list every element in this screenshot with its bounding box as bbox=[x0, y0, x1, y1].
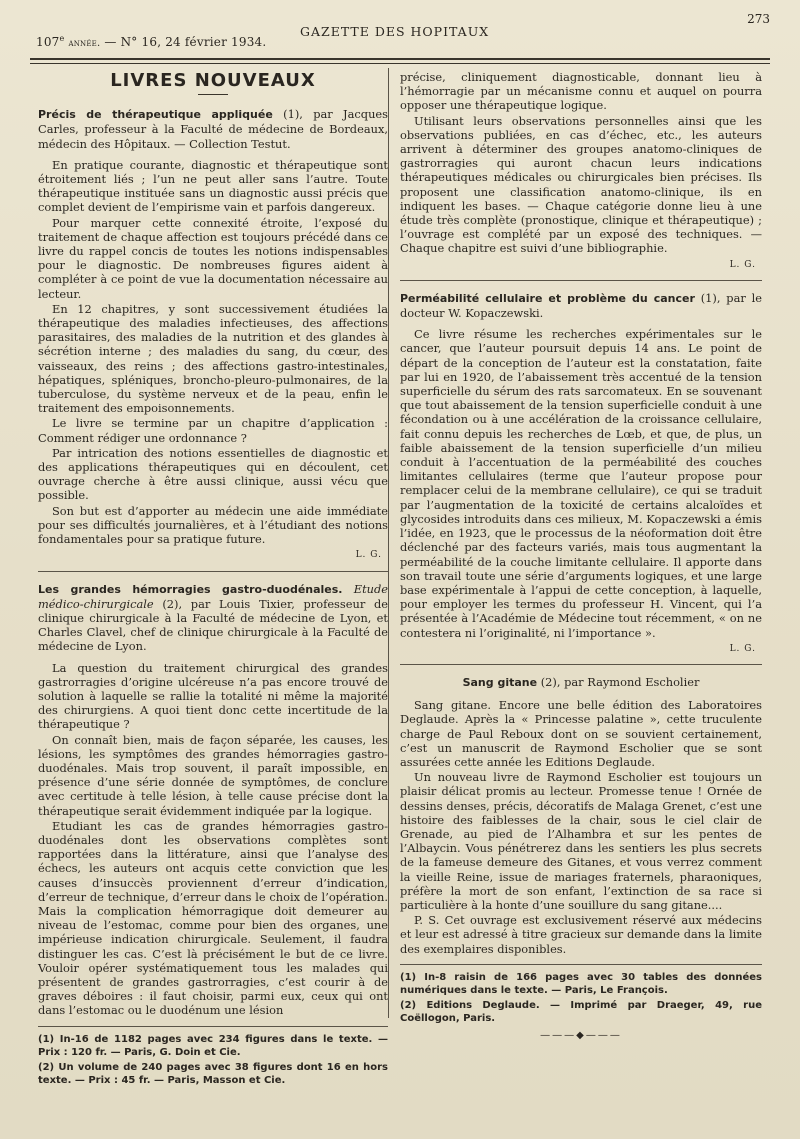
left-column bbox=[38, 70, 388, 1089]
review-1-title-rest: (1), par Jacques Carles, professeur à la Faculté de médecine de Bordeaux, médecin des Hôpitaux. — Collection Testut. bbox=[38, 107, 388, 151]
review-2-title-rest: (2), par Louis Tixier, professeur de clinique chirurgicale à la Faculté de médecine de Lyon, et Charles Clavel, chef de clinique chirurgicale à la Faculté de médecine de Lyon. bbox=[38, 596, 389, 654]
review-3-title-bold: Perméabilité cellulaire et problème du cancer bbox=[400, 291, 695, 305]
review-3-title-rest: (1), par le docteur W. Kopaczewski. bbox=[400, 290, 762, 321]
right-column bbox=[400, 70, 762, 1043]
section-title: LIVRES NOUVEAUX bbox=[110, 70, 316, 91]
header-rule-thin bbox=[30, 63, 770, 64]
review-2-title bbox=[38, 582, 388, 654]
review-1-paragraph: Pour marquer cette connexité étroite, l’exposé du traitement de chaque affection est toujours précédé dans ce livre du rappel concis de toutes les notions indispensables pour le diagnostic. De nombreuses figures aident à compléter à ce point de vue la documentation nécessaire au lecteur. bbox=[38, 215, 388, 301]
review-1-paragraph: Son but est d’apporter au médecin une aide immédiate pour ses difficultés journalières, et à l’étudiant des notions fondamentales pour sa pratique future. bbox=[38, 503, 388, 547]
journal-title: GAZETTE DES HOPITAUX bbox=[300, 24, 490, 39]
review-1-paragraph: Le livre se termine par un chapitre d’application : Comment rédiger une ordonnance ? bbox=[38, 416, 388, 445]
review-1-paragraph: En 12 chapitres, y sont successivement étudiées la thérapeutique des maladies infectieuses, des affections parasitaires, des maladies de la nutrition et des glandes à sécrétion interne ; des maladies du sang, du cœur, des vaisseaux, des reins ; des affections gastro-intestinales, hépatiques, spléniques, broncho-pleuro-pulmonaires, de la tuberculose, du système nerveux et de la peau, enfin le traitement des empoisonnements. bbox=[38, 301, 388, 416]
column-divider bbox=[388, 68, 389, 1018]
review-separator bbox=[400, 664, 762, 665]
review-2-continued: précise, cliniquement diagnosticable, donnant lieu à l’hémorragie par un mécanisme connu et auquel on pourra opposer une thérapeutique logique. bbox=[400, 70, 762, 113]
review-2-paragraph: Etudiant les cas de grandes hémorragies gastro-duodénales dont les observations complètes sont rapportées dans la littérature, ainsi que l’analyse des échecs, les auteurs ont acquis cette conviction que les causes d’insuccès proviennent d’erreur d’indication, d’erreur de technique, d’erreur dans le choix de l’opération. Mais la complication hémorragique doit demeurer au niveau de l’estomac, comme pour bien des organes, une impérieuse indication chirurgicale. Seulement, il faudra distinguer les cas. C’est là précisément le but de ce livre. Vouloir opérer systématiquement tous les malades qui présentent de grandes gastrorragies, c’est courir à de graves déboires : il faut choisir, parmi eux, ceux qui ont dans l’estomac ou le duodénum une lésion bbox=[38, 818, 388, 1018]
year-sup: e bbox=[59, 34, 65, 43]
review-4-paragraph: P. S. Cet ouvrage est exclusivement réservé aux médecins et leur est adressé à titre gracieux sur demande dans la limite des exemplaires disponibles. bbox=[400, 913, 762, 956]
review-3-paragraph: Ce livre résume les recherches expérimentales sur le cancer, que l’auteur poursuit depuis 14 ans. Le point de départ de la conception de l’auteur est la constatation, faite par lui en 1920, de l’abaissement très accentué de la tension superficielle du sérum des rats sarcomateux. En se souvenant que tout abaissement de la tension superficielle conduit à une fécondation ou à une accélération de la croissance cellulaire, fait connu depuis les recherches de Lœb, et que, de plus, un faible abaissement de la tension superficielle d’un milieu conduit à l’accentuation de la perméabilité des couches limitantes cellulaires (terme que l’auteur propose pour remplacer celui de la membrane cellulaire), ce qui se traduit par l’augmentation de la toxicité de certains alcaloïdes et glycosides introduits dans ces milieux, M. Kopaczewski a émis l’idée, en 1923, que le processus de la néoformation doit être déclenché par des facteurs variés, mais tous augmentant la perméabilité de la couche limitante cellulaire. Il apporte dans son travail toute une série d’arguments logiques, et une large base expérimentale à l’appui de cette conception, à laquelle, pour employer les termes du professeur H. Vincent, qui l’a présentée à l’Académie de Médecine tout récemment, « on ne contestera ni l’originalité, ni l’importance ». bbox=[400, 327, 762, 640]
review-1-title-bold: Précis de thérapeutique appliquée bbox=[38, 108, 273, 122]
issue-info bbox=[36, 34, 266, 49]
page-number: 273 bbox=[747, 12, 770, 26]
review-1-paragraph: En pratique courante, diagnostic et thérapeutique sont étroitement liés ; l’un ne peut aller sans l’autre. Toute thérapeutique instituée sans un diagnostic aussi précis que complet devient de l’empirisme vain et parfois dangereux. bbox=[38, 157, 388, 215]
review-1-signature: L. G. bbox=[355, 550, 382, 561]
end-ornament: ———◆——— bbox=[540, 1029, 622, 1041]
footnote-rule bbox=[38, 1026, 388, 1027]
page-header bbox=[30, 12, 770, 56]
footnote: (2) Un volume de 240 pages avec 38 figures dont 16 en hors texte. — Prix : 45 fr. — Paris, Masson et Cie. bbox=[38, 1061, 388, 1086]
review-4-paragraph: Un nouveau livre de Raymond Escholier est toujours un plaisir délicat promis au lecteur. Promesse tenue ! Ornée de dessins denses, précis, décoratifs de Malaga Grenet, c’est une histoire des faiblesses de la chair, sous le ciel clair de Grenade, au pied de l’Alhambra et sur les pentes de l’Albaycin. Vous pénétrerez dans les sentiers les plus secrets de la fameuse demeure des Gitanes, et vous verrez comment la vieille Reine, issue de mariages fraternels, pharaoniques, préfère la mort de son enfant, l’extinction de sa race si particulière à la honte d’une souillure du sang gitane.... bbox=[400, 770, 762, 912]
right-footnotes bbox=[400, 971, 762, 1025]
review-1-paragraph: Par intrication des notions essentielles de diagnostic et des applications thérapeutiques qui en découlent, cet ouvrage cherche à être aussi clinique, aussi vécu que possible. bbox=[38, 445, 388, 503]
review-4-title-bold: Sang gitane bbox=[462, 675, 538, 689]
review-separator bbox=[38, 571, 388, 572]
annee-label: année. bbox=[68, 38, 101, 49]
footnote-rule bbox=[400, 964, 762, 965]
year-number: 107 bbox=[36, 35, 60, 49]
footnote: (2) Editions Deglaude. — Imprimé par Draeger, 49, rue Coëllogon, Paris. bbox=[400, 999, 762, 1024]
review-4-title bbox=[400, 675, 762, 690]
review-1-title bbox=[38, 107, 388, 151]
review-2-title-italic: Etude médico-chirurgicale bbox=[38, 581, 389, 611]
title-rule bbox=[198, 94, 228, 95]
review-4-paragraph: Sang gitane. Encore une belle édition des Laboratoires Deglaude. Après la « Princesse palatine », cette truculente charge de Paul Reboux dont on se souvient certainement, c’est un manuscrit de Raymond Escholier que se sont assurées cette année les Editions Deglaude. bbox=[400, 698, 762, 769]
review-3-title bbox=[400, 291, 762, 320]
review-2-signature: L. G. bbox=[729, 259, 756, 270]
review-3-signature: L. G. bbox=[729, 643, 756, 654]
issue-date: — N° 16, 24 février 1934. bbox=[104, 35, 267, 49]
review-4-title-rest: (2), par Raymond Escholier bbox=[540, 674, 700, 689]
review-2-paragraph: La question du traitement chirurgical des grandes gastrorragies d’origine ulcéreuse n’a pas encore trouvé de solution à laquelle se rallie la totalité ni même la majorité des chirurgiens. A quoi tient donc cette incertitude de la thérapeutique ? bbox=[38, 660, 388, 732]
review-separator bbox=[400, 280, 762, 281]
left-footnotes bbox=[38, 1033, 388, 1087]
header-rule-thick bbox=[30, 58, 770, 60]
review-2-title-bold: Les grandes hémorragies gastro-duodénales. bbox=[38, 582, 343, 596]
review-2-continued: Utilisant leurs observations personnelles ainsi que les observations publiées, en cas d’échec, etc., les auteurs arrivent à déterminer des groupes anatomo-cliniques de gastrorragies qui auront chacun leurs indications thérapeutiques médicales ou chirurgicales bien précises. Ils proposent une classification anatomo-clinique, ils en indiquent les bases. — Chaque catégorie donne lieu à une étude très complète (pronostique, clinique et thérapeutique) ; l’ouvrage est complété par un exposé des techniques. — Chaque chapitre est suivi d’une bibliographie. bbox=[400, 113, 762, 256]
footnote: (1) In-16 de 1182 pages avec 234 figures dans le texte. — Prix : 120 fr. — Paris, G. Doin et Cie. bbox=[38, 1033, 388, 1058]
footnote: (1) In-8 raisin de 166 pages avec 30 tables des données numériques dans le texte. — Paris, Le François. bbox=[400, 971, 762, 996]
review-2-paragraph: On connaît bien, mais de façon séparée, les causes, les lésions, les symptômes des grandes hémorragies gastro-duodénales. Mais trop souvent, il paraît impossible, en présence d’une série donnée de symptômes, de conclure avec certitude à telle lésion, à telle cause précise dont la thérapeutique serait évidemment indiquée par la logique. bbox=[38, 732, 388, 818]
